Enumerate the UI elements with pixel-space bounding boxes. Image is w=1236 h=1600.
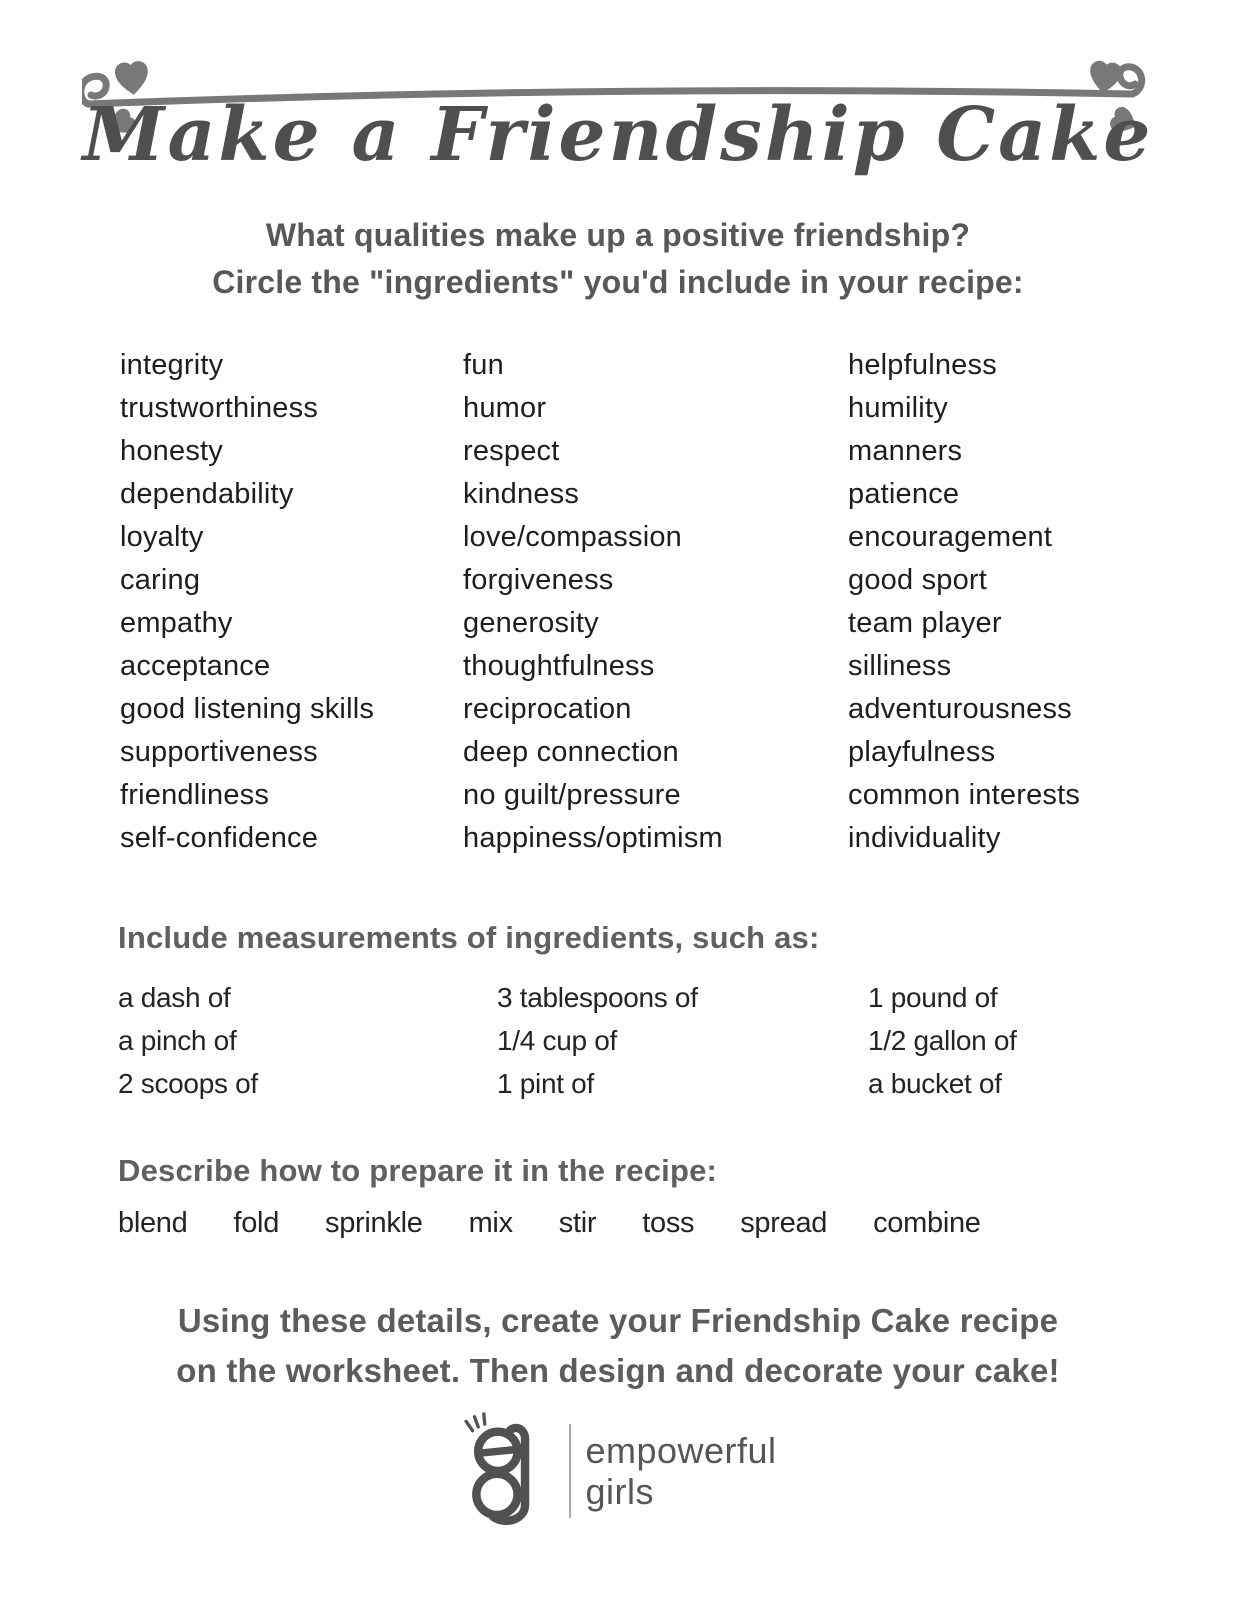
- measurement-item: 1/2 gallon of: [868, 1025, 1017, 1056]
- eyelashes-icon: [467, 1414, 486, 1431]
- page-title: Make a Friendship Cake: [82, 92, 1154, 178]
- measurement-item: 1 pint of: [497, 1068, 594, 1099]
- quality-item: kindness: [463, 478, 580, 510]
- quality-item: integrity: [120, 349, 224, 381]
- quality-item: manners: [848, 435, 963, 467]
- quality-item: friendliness: [120, 779, 270, 811]
- quality-item: respect: [463, 435, 560, 467]
- quality-item: forgiveness: [463, 564, 614, 596]
- quality-item: good sport: [848, 564, 988, 596]
- quality-item: thoughtfulness: [463, 650, 655, 682]
- subtitle: [0, 212, 1236, 306]
- qualities-list: [120, 344, 1236, 860]
- quality-item: loyalty: [120, 521, 204, 553]
- subtitle-line-2: Circle the "ingredients" you'd include in your recipe:: [212, 264, 1024, 300]
- measurements-list: [118, 976, 1236, 1105]
- empowerful-girls-monogram-icon: [459, 1412, 563, 1530]
- quality-item: helpfulness: [848, 349, 997, 381]
- instruction-line-1: Using these details, create your Friendship Cake recipe: [177, 1302, 1059, 1339]
- quality-item: honesty: [120, 435, 223, 467]
- flourish-right-curl: [1120, 67, 1142, 94]
- qualities-column-2: [463, 344, 848, 860]
- quality-item: trustworthiness: [120, 392, 319, 424]
- measurement-item: a bucket of: [868, 1068, 1002, 1099]
- verb-item: spread: [740, 1207, 828, 1239]
- measurement-item: 1/4 cup of: [497, 1025, 617, 1056]
- measurement-item: 1 pound of: [868, 982, 998, 1013]
- quality-item: team player: [848, 607, 1002, 639]
- logo-name: [585, 1430, 776, 1512]
- quality-item: love/compassion: [463, 521, 682, 553]
- prepare-verbs-list: [118, 1207, 1236, 1240]
- quality-item: reciprocation: [463, 693, 632, 725]
- quality-item: adventurousness: [848, 693, 1072, 725]
- quality-item: happiness/optimism: [463, 822, 723, 854]
- quality-item: generosity: [463, 607, 599, 639]
- quality-item: encouragement: [848, 521, 1053, 553]
- verb-item: combine: [873, 1207, 981, 1239]
- empowerful-girls-logo: [0, 1412, 1236, 1530]
- quality-item: acceptance: [120, 650, 271, 682]
- verb-item: blend: [118, 1207, 188, 1239]
- quality-item: self-confidence: [120, 822, 319, 854]
- quality-item: individuality: [848, 822, 1001, 854]
- logo-name-line-1: empowerful: [585, 1430, 777, 1471]
- measurement-item: 3 tablespoons of: [497, 982, 698, 1013]
- measurement-item: 2 scoops of: [118, 1068, 258, 1099]
- prepare-heading: Describe how to prepare it in the recipe:: [118, 1153, 718, 1188]
- qualities-column-1: [120, 344, 463, 860]
- verb-item: fold: [233, 1207, 280, 1239]
- measurement-item: a dash of: [118, 982, 231, 1013]
- quality-item: no guilt/pressure: [463, 779, 681, 811]
- logo-name-line-2: girls: [585, 1471, 654, 1512]
- quality-item: deep connection: [463, 736, 679, 768]
- measurements-column-3: [868, 976, 1236, 1105]
- quality-item: caring: [120, 564, 201, 596]
- measurements-column-2: [497, 976, 868, 1105]
- quality-item: silliness: [848, 650, 952, 682]
- measurements-column-1: [118, 976, 497, 1105]
- quality-item: humility: [848, 392, 948, 424]
- quality-item: humor: [463, 392, 547, 424]
- subtitle-line-1: What qualities make up a positive friendship?: [265, 217, 971, 253]
- quality-item: dependability: [120, 478, 294, 510]
- quality-item: common interests: [848, 779, 1081, 811]
- quality-item: fun: [463, 349, 504, 381]
- qualities-column-3: [848, 344, 1236, 860]
- header: [0, 0, 1236, 306]
- measurement-item: a pinch of: [118, 1025, 237, 1056]
- verb-item: stir: [558, 1207, 597, 1239]
- verb-item: sprinkle: [325, 1207, 423, 1239]
- verb-item: toss: [642, 1207, 695, 1239]
- quality-item: supportiveness: [120, 736, 318, 768]
- quality-item: playfulness: [848, 736, 996, 768]
- quality-item: empathy: [120, 607, 233, 639]
- verb-item: mix: [468, 1207, 513, 1239]
- instruction-line-2: on the worksheet. Then design and decorate your cake!: [176, 1352, 1060, 1389]
- logo-divider: [569, 1424, 571, 1518]
- measurements-heading: Include measurements of ingredients, such as:: [118, 920, 820, 955]
- quality-item: patience: [848, 478, 960, 510]
- final-instruction: [0, 1296, 1236, 1396]
- quality-item: good listening skills: [120, 693, 375, 725]
